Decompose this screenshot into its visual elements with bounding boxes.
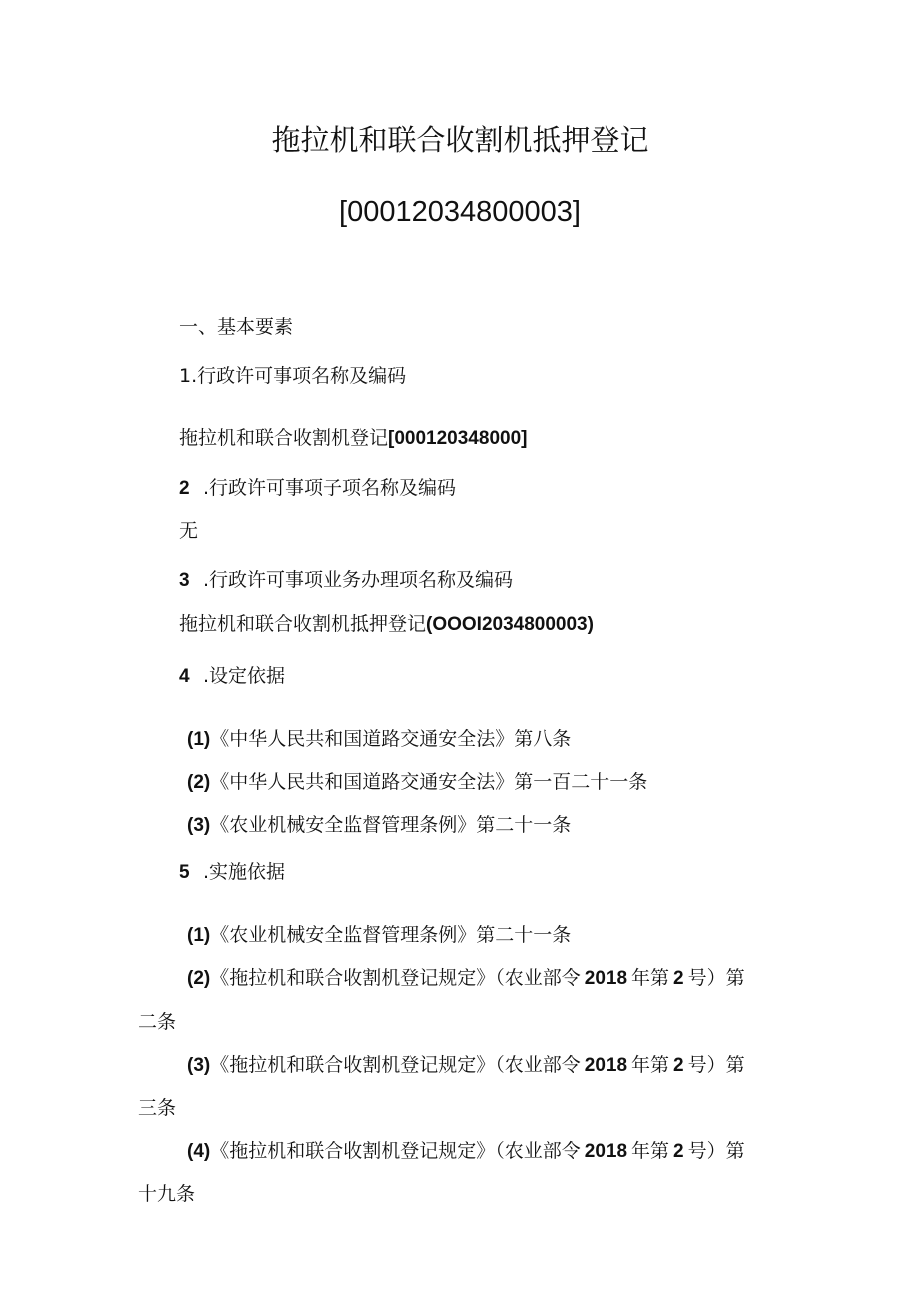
item5-entry-3 <box>187 1053 745 1078</box>
entry-text: 年第 <box>631 967 670 989</box>
entry-text: 《拖拉机和联合收割机登记规定》（农业部令 <box>210 1140 581 1162</box>
document-title: 拖拉机和联合收割机抵押登记 <box>271 123 649 157</box>
entry-number: 2 <box>673 1055 684 1076</box>
entry-text: 年第 <box>631 1054 670 1076</box>
entry-marker: (3) <box>187 815 211 836</box>
entry-number: 2 <box>673 968 684 989</box>
entry-text: 《中华人民共和国道路交通安全法》第一百二十一条 <box>210 771 648 793</box>
item3-value-text: 拖拉机和联合收割机抵押登记 <box>179 613 427 635</box>
entry-text: 号）第 <box>687 1054 745 1076</box>
entry-text: 《中华人民共和国道路交通安全法》第八条 <box>210 728 572 750</box>
entry-number: 2 <box>673 1141 684 1162</box>
entry-text: 《农业机械安全监督管理条例》第二十一条 <box>210 924 572 946</box>
item3-label: .行政许可事项业务办理项名称及编码 <box>203 569 514 591</box>
item5-entry-4 <box>187 1139 745 1164</box>
entry-text: 号）第 <box>687 1140 745 1162</box>
item1-label: 1.行政许可事项名称及编码 <box>179 365 407 387</box>
entry-year: 2018 <box>584 1055 628 1076</box>
entry-marker: (2) <box>187 968 211 989</box>
entry-text: 年第 <box>631 1140 670 1162</box>
item1-value-text: 拖拉机和联合收割机登记 <box>179 427 389 449</box>
item1-value <box>179 426 527 451</box>
item4-entry-2 <box>187 770 647 795</box>
document-code: [00012034800003] <box>339 196 581 228</box>
item4-number: 4 <box>179 666 190 687</box>
item4-entry-1 <box>187 727 571 752</box>
entry-marker: (4) <box>187 1141 211 1162</box>
item5-label: .实施依据 <box>203 861 286 883</box>
item5-entry-4-continuation: 十九条 <box>138 1183 196 1205</box>
item5-number: 5 <box>179 862 190 883</box>
item2-heading <box>179 476 456 501</box>
entry-marker: (2) <box>187 772 211 793</box>
item4-heading <box>179 664 285 689</box>
entry-year: 2018 <box>584 968 628 989</box>
entry-text: 《拖拉机和联合收割机登记规定》（农业部令 <box>210 1054 581 1076</box>
entry-year: 2018 <box>584 1141 628 1162</box>
item4-label: .设定依据 <box>203 665 286 687</box>
entry-text: 《农业机械安全监督管理条例》第二十一条 <box>210 814 572 836</box>
item2-label: .行政许可事项子项名称及编码 <box>203 477 457 499</box>
item5-heading <box>179 860 285 885</box>
item1-value-code: [000120348000] <box>388 428 528 449</box>
entry-text: 号）第 <box>687 967 745 989</box>
item2-number: 2 <box>179 478 190 499</box>
item4-entry-3 <box>187 813 571 838</box>
item5-entry-2 <box>187 966 745 991</box>
entry-marker: (1) <box>187 729 211 750</box>
item5-entry-1 <box>187 923 571 948</box>
item5-entry-2-continuation: 二条 <box>138 1011 177 1033</box>
entry-marker: (3) <box>187 1055 211 1076</box>
item3-heading <box>179 568 513 593</box>
item3-value <box>179 612 594 637</box>
item3-value-code: (OOOI2034800003) <box>426 614 594 635</box>
section-heading: 一、基本要素 <box>179 316 294 338</box>
item5-entry-3-continuation: 三条 <box>138 1097 177 1119</box>
entry-text: 《拖拉机和联合收割机登记规定》（农业部令 <box>210 967 581 989</box>
entry-marker: (1) <box>187 925 211 946</box>
item2-value: 无 <box>179 520 199 542</box>
item3-number: 3 <box>179 570 190 591</box>
